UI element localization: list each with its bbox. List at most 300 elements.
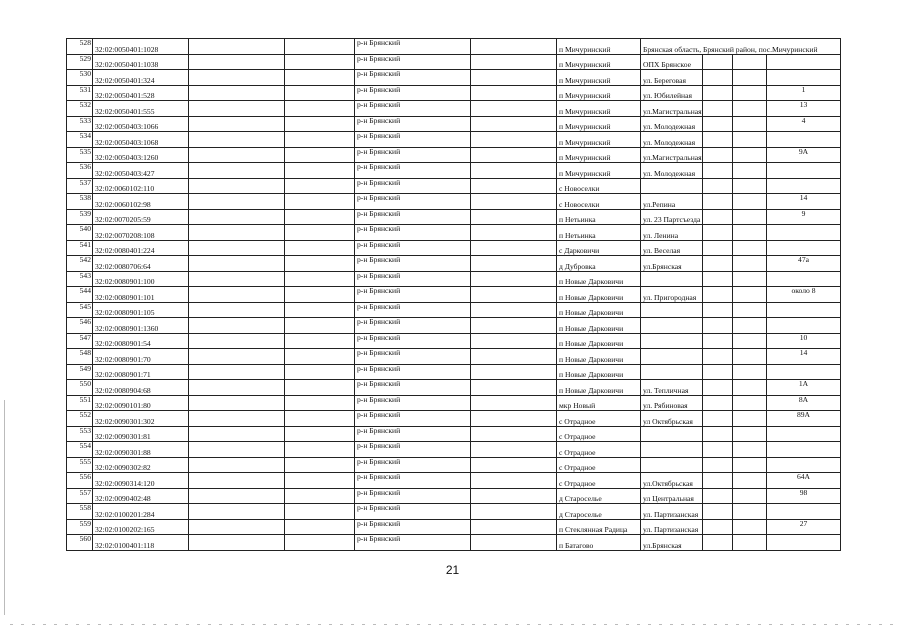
empty-cell — [703, 364, 733, 380]
street-cell: ул. Юбилейная — [641, 85, 703, 101]
region-cell: р-н Брянский — [355, 349, 471, 365]
settlement-cell: п Стеклянная Радица — [557, 519, 641, 535]
region-cell: р-н Брянский — [355, 302, 471, 318]
empty-cell — [189, 380, 285, 396]
empty-cell — [189, 225, 285, 241]
cadastral-number: 32:02:0080901:70 — [93, 349, 189, 365]
empty-cell — [285, 287, 355, 303]
empty-cell — [471, 240, 557, 256]
cadastral-number: 32:02:0080901:54 — [93, 333, 189, 349]
empty-cell — [733, 364, 767, 380]
cadastral-number: 32:02:0100401:118 — [93, 535, 189, 551]
empty-cell — [189, 54, 285, 70]
region-cell: р-н Брянский — [355, 504, 471, 520]
row-number: 557 — [67, 488, 93, 504]
table-body — [67, 39, 841, 551]
table-row — [67, 364, 841, 380]
settlement-cell: п Новые Дарковичи — [557, 364, 641, 380]
row-number: 536 — [67, 163, 93, 179]
empty-cell — [285, 333, 355, 349]
empty-cell — [285, 225, 355, 241]
empty-cell — [189, 287, 285, 303]
settlement-cell: п Мичуринский — [557, 54, 641, 70]
empty-cell — [471, 194, 557, 210]
street-cell — [641, 302, 703, 318]
table-row — [67, 504, 841, 520]
house-number-cell — [767, 302, 841, 318]
empty-cell — [703, 535, 733, 551]
settlement-cell: п Новые Дарковичи — [557, 302, 641, 318]
empty-cell — [285, 85, 355, 101]
empty-cell — [471, 442, 557, 458]
table-row — [67, 147, 841, 163]
street-cell: ул. Партизанская — [641, 504, 703, 520]
empty-cell — [189, 240, 285, 256]
scan-artifact-left-edge — [4, 400, 5, 615]
table-row — [67, 101, 841, 117]
empty-cell — [703, 271, 733, 287]
cadastral-number: 32:02:0090101:80 — [93, 395, 189, 411]
empty-cell — [285, 488, 355, 504]
street-cell: ул.Магистральная — [641, 101, 703, 117]
empty-cell — [189, 473, 285, 489]
house-number-cell: 9А — [767, 147, 841, 163]
table-row — [67, 70, 841, 86]
empty-cell — [285, 256, 355, 272]
empty-cell — [733, 426, 767, 442]
empty-cell — [189, 349, 285, 365]
empty-cell — [189, 535, 285, 551]
row-number: 541 — [67, 240, 93, 256]
empty-cell — [285, 504, 355, 520]
street-cell: ул. 23 Партсъезда — [641, 209, 703, 225]
house-number-cell — [767, 535, 841, 551]
empty-cell — [285, 116, 355, 132]
empty-cell — [285, 411, 355, 427]
settlement-cell: п Новые Дарковичи — [557, 287, 641, 303]
row-number: 531 — [67, 85, 93, 101]
empty-cell — [703, 163, 733, 179]
cadastral-number: 32:02:0050401:324 — [93, 70, 189, 86]
empty-cell — [189, 209, 285, 225]
region-cell: р-н Брянский — [355, 178, 471, 194]
empty-cell — [733, 473, 767, 489]
cadastral-number: 32:02:0060102:98 — [93, 194, 189, 210]
row-number: 550 — [67, 380, 93, 396]
settlement-cell: п Новые Дарковичи — [557, 318, 641, 334]
empty-cell — [471, 39, 557, 55]
cadastral-number: 32:02:0090301:88 — [93, 442, 189, 458]
table-row — [67, 333, 841, 349]
region-cell: р-н Брянский — [355, 240, 471, 256]
empty-cell — [189, 519, 285, 535]
empty-cell — [285, 240, 355, 256]
region-cell: р-н Брянский — [355, 364, 471, 380]
empty-cell — [285, 70, 355, 86]
empty-cell — [703, 473, 733, 489]
settlement-cell: п Мичуринский — [557, 85, 641, 101]
empty-cell — [703, 411, 733, 427]
table-row — [67, 411, 841, 427]
street-cell — [641, 426, 703, 442]
settlement-cell: д Староселье — [557, 504, 641, 520]
house-number-cell — [767, 442, 841, 458]
empty-cell — [285, 380, 355, 396]
row-number: 551 — [67, 395, 93, 411]
empty-cell — [703, 147, 733, 163]
cadastral-number: 32:02:0080901:105 — [93, 302, 189, 318]
empty-cell — [703, 209, 733, 225]
empty-cell — [471, 333, 557, 349]
empty-cell — [703, 442, 733, 458]
settlement-cell: п Новые Дарковичи — [557, 271, 641, 287]
table-row — [67, 395, 841, 411]
row-number: 532 — [67, 101, 93, 117]
full-address-cell — [641, 39, 841, 55]
settlement-cell: с Отрадное — [557, 457, 641, 473]
empty-cell — [471, 349, 557, 365]
house-number-cell: 64А — [767, 473, 841, 489]
cadastral-number: 32:02:0100201:284 — [93, 504, 189, 520]
region-cell: р-н Брянский — [355, 209, 471, 225]
empty-cell — [703, 132, 733, 148]
house-number-cell — [767, 271, 841, 287]
table-row — [67, 178, 841, 194]
empty-cell — [471, 364, 557, 380]
street-cell — [641, 457, 703, 473]
row-number: 547 — [67, 333, 93, 349]
street-cell: ул.Брянская — [641, 535, 703, 551]
empty-cell — [703, 318, 733, 334]
empty-cell — [703, 85, 733, 101]
house-number-cell: 47а — [767, 256, 841, 272]
settlement-cell: п Мичуринский — [557, 101, 641, 117]
empty-cell — [733, 411, 767, 427]
empty-cell — [471, 488, 557, 504]
empty-cell — [703, 256, 733, 272]
cadastral-number: 32:02:0080904:68 — [93, 380, 189, 396]
cadastral-number: 32:02:0050403:1066 — [93, 116, 189, 132]
row-number: 555 — [67, 457, 93, 473]
row-number: 537 — [67, 178, 93, 194]
settlement-cell: п Новые Дарковичи — [557, 380, 641, 396]
house-number-cell: 14 — [767, 194, 841, 210]
region-cell: р-н Брянский — [355, 116, 471, 132]
house-number-cell — [767, 364, 841, 380]
house-number-cell — [767, 163, 841, 179]
empty-cell — [471, 256, 557, 272]
region-cell: р-н Брянский — [355, 256, 471, 272]
settlement-cell: п Нетьинка — [557, 209, 641, 225]
empty-cell — [733, 225, 767, 241]
empty-cell — [285, 302, 355, 318]
cadastral-number: 32:02:0080901:101 — [93, 287, 189, 303]
table-row — [67, 349, 841, 365]
empty-cell — [189, 85, 285, 101]
region-cell: р-н Брянский — [355, 39, 471, 55]
empty-cell — [703, 178, 733, 194]
house-number-cell — [767, 457, 841, 473]
street-cell: ул.Октябрьская — [641, 473, 703, 489]
empty-cell — [703, 194, 733, 210]
settlement-cell: д Дубровка — [557, 256, 641, 272]
empty-cell — [733, 519, 767, 535]
region-cell: р-н Брянский — [355, 147, 471, 163]
cadastral-number: 32:02:0050401:1038 — [93, 54, 189, 70]
empty-cell — [733, 101, 767, 117]
empty-cell — [285, 271, 355, 287]
region-cell: р-н Брянский — [355, 54, 471, 70]
empty-cell — [733, 488, 767, 504]
house-number-cell — [767, 178, 841, 194]
empty-cell — [703, 302, 733, 318]
table-row — [67, 519, 841, 535]
cadastral-number: 32:02:0050401:528 — [93, 85, 189, 101]
settlement-cell: мкр Новый — [557, 395, 641, 411]
row-number: 533 — [67, 116, 93, 132]
table-row — [67, 302, 841, 318]
settlement-cell: с Отрадное — [557, 426, 641, 442]
empty-cell — [733, 535, 767, 551]
table-row — [67, 240, 841, 256]
settlement-cell: п Мичуринский — [557, 163, 641, 179]
house-number-cell — [767, 132, 841, 148]
row-number: 543 — [67, 271, 93, 287]
house-number-cell — [767, 54, 841, 70]
empty-cell — [285, 132, 355, 148]
empty-cell — [733, 349, 767, 365]
cadastral-number: 32:02:0100202:165 — [93, 519, 189, 535]
street-cell: ул. Пригородная — [641, 287, 703, 303]
empty-cell — [733, 442, 767, 458]
table-row — [67, 457, 841, 473]
house-number-cell: 10 — [767, 333, 841, 349]
house-number-cell: 1 — [767, 85, 841, 101]
empty-cell — [471, 116, 557, 132]
region-cell: р-н Брянский — [355, 535, 471, 551]
house-number-cell: 27 — [767, 519, 841, 535]
empty-cell — [285, 395, 355, 411]
cadastral-number: 32:02:0080401:224 — [93, 240, 189, 256]
empty-cell — [733, 318, 767, 334]
street-cell: ул. Молодежная — [641, 132, 703, 148]
region-cell: р-н Брянский — [355, 318, 471, 334]
settlement-cell: с Новоселки — [557, 178, 641, 194]
empty-cell — [733, 54, 767, 70]
street-cell: ул. Молодежная — [641, 116, 703, 132]
table-row — [67, 287, 841, 303]
row-number: 528 — [67, 39, 93, 55]
empty-cell — [189, 364, 285, 380]
street-cell: ул.Магистральная — [641, 147, 703, 163]
settlement-cell: с Дарковичи — [557, 240, 641, 256]
empty-cell — [285, 163, 355, 179]
empty-cell — [733, 504, 767, 520]
empty-cell — [733, 287, 767, 303]
empty-cell — [189, 395, 285, 411]
empty-cell — [189, 101, 285, 117]
empty-cell — [703, 457, 733, 473]
empty-cell — [733, 240, 767, 256]
settlement-cell: с Новоселки — [557, 194, 641, 210]
empty-cell — [285, 364, 355, 380]
cadastral-number: 32:02:0080901:100 — [93, 271, 189, 287]
house-number-cell: 13 — [767, 101, 841, 117]
empty-cell — [471, 163, 557, 179]
empty-cell — [471, 519, 557, 535]
table-row — [67, 442, 841, 458]
empty-cell — [285, 426, 355, 442]
empty-cell — [471, 380, 557, 396]
region-cell: р-н Брянский — [355, 132, 471, 148]
empty-cell — [189, 194, 285, 210]
region-cell: р-н Брянский — [355, 519, 471, 535]
full-address-text: Брянская область, Брянский район, пос.Мичуринский — [643, 44, 818, 54]
empty-cell — [471, 132, 557, 148]
empty-cell — [189, 256, 285, 272]
cadastral-number: 32:02:0090302:82 — [93, 457, 189, 473]
scan-artifact-bottom-edge — [10, 624, 895, 625]
street-cell: ул. Веселая — [641, 240, 703, 256]
table-row — [67, 318, 841, 334]
row-number: 538 — [67, 194, 93, 210]
empty-cell — [471, 85, 557, 101]
empty-cell — [189, 178, 285, 194]
settlement-cell: п Новые Дарковичи — [557, 333, 641, 349]
empty-cell — [733, 178, 767, 194]
row-number: 560 — [67, 535, 93, 551]
street-cell — [641, 271, 703, 287]
house-number-cell — [767, 240, 841, 256]
empty-cell — [471, 287, 557, 303]
settlement-cell: с Отрадное — [557, 442, 641, 458]
empty-cell — [733, 85, 767, 101]
street-cell: ул. Молодежная — [641, 163, 703, 179]
empty-cell — [189, 333, 285, 349]
settlement-cell: п Мичуринский — [557, 147, 641, 163]
empty-cell — [703, 504, 733, 520]
empty-cell — [733, 333, 767, 349]
house-number-cell: 89А — [767, 411, 841, 427]
row-number: 542 — [67, 256, 93, 272]
empty-cell — [703, 426, 733, 442]
empty-cell — [703, 333, 733, 349]
empty-cell — [189, 318, 285, 334]
cadastral-number: 32:02:0050401:1028 — [93, 39, 189, 55]
row-number: 546 — [67, 318, 93, 334]
empty-cell — [733, 116, 767, 132]
empty-cell — [285, 442, 355, 458]
row-number: 558 — [67, 504, 93, 520]
row-number: 548 — [67, 349, 93, 365]
street-cell: ул. Партизанская — [641, 519, 703, 535]
table-row — [67, 132, 841, 148]
street-cell — [641, 442, 703, 458]
region-cell: р-н Брянский — [355, 333, 471, 349]
cadastral-number: 32:02:0070205:59 — [93, 209, 189, 225]
empty-cell — [733, 395, 767, 411]
table-row — [67, 194, 841, 210]
empty-cell — [733, 457, 767, 473]
house-number-cell: 14 — [767, 349, 841, 365]
cadastral-number: 32:02:0090301:302 — [93, 411, 189, 427]
settlement-cell: п Мичуринский — [557, 70, 641, 86]
empty-cell — [189, 271, 285, 287]
empty-cell — [285, 194, 355, 210]
empty-cell — [471, 457, 557, 473]
region-cell: р-н Брянский — [355, 163, 471, 179]
house-number-cell: 9 — [767, 209, 841, 225]
empty-cell — [703, 519, 733, 535]
region-cell: р-н Брянский — [355, 380, 471, 396]
empty-cell — [189, 116, 285, 132]
empty-cell — [189, 411, 285, 427]
cadastral-number: 32:02:0080901:1360 — [93, 318, 189, 334]
empty-cell — [189, 504, 285, 520]
house-number-cell: 8А — [767, 395, 841, 411]
cadastral-number: 32:02:0070208:108 — [93, 225, 189, 241]
street-cell — [641, 349, 703, 365]
cadastral-number: 32:02:0050403:427 — [93, 163, 189, 179]
cadastral-number: 32:02:0050403:1260 — [93, 147, 189, 163]
empty-cell — [703, 70, 733, 86]
row-number: 544 — [67, 287, 93, 303]
table-row — [67, 535, 841, 551]
region-cell: р-н Брянский — [355, 271, 471, 287]
empty-cell — [471, 411, 557, 427]
empty-cell — [285, 349, 355, 365]
row-number: 530 — [67, 70, 93, 86]
house-number-cell: около 8 — [767, 287, 841, 303]
row-number: 559 — [67, 519, 93, 535]
row-number: 556 — [67, 473, 93, 489]
street-cell: ул.Брянская — [641, 256, 703, 272]
empty-cell — [471, 225, 557, 241]
empty-cell — [703, 54, 733, 70]
empty-cell — [189, 442, 285, 458]
house-number-cell — [767, 426, 841, 442]
street-cell — [641, 333, 703, 349]
street-cell: ул. Ленина — [641, 225, 703, 241]
empty-cell — [703, 101, 733, 117]
row-number: 549 — [67, 364, 93, 380]
region-cell: р-н Брянский — [355, 411, 471, 427]
settlement-cell: с Отрадное — [557, 411, 641, 427]
row-number: 553 — [67, 426, 93, 442]
empty-cell — [189, 147, 285, 163]
empty-cell — [703, 380, 733, 396]
empty-cell — [189, 488, 285, 504]
empty-cell — [471, 302, 557, 318]
table-row — [67, 380, 841, 396]
table-row — [67, 163, 841, 179]
region-cell: р-н Брянский — [355, 395, 471, 411]
empty-cell — [733, 132, 767, 148]
house-number-cell: 98 — [767, 488, 841, 504]
region-cell: р-н Брянский — [355, 225, 471, 241]
table-row — [67, 256, 841, 272]
house-number-cell — [767, 318, 841, 334]
street-cell: ул Октябрьская — [641, 411, 703, 427]
empty-cell — [285, 519, 355, 535]
table-row — [67, 225, 841, 241]
row-number: 554 — [67, 442, 93, 458]
empty-cell — [189, 163, 285, 179]
house-number-cell: 1А — [767, 380, 841, 396]
empty-cell — [285, 39, 355, 55]
street-cell: ул. Тепличная — [641, 380, 703, 396]
street-cell — [641, 178, 703, 194]
